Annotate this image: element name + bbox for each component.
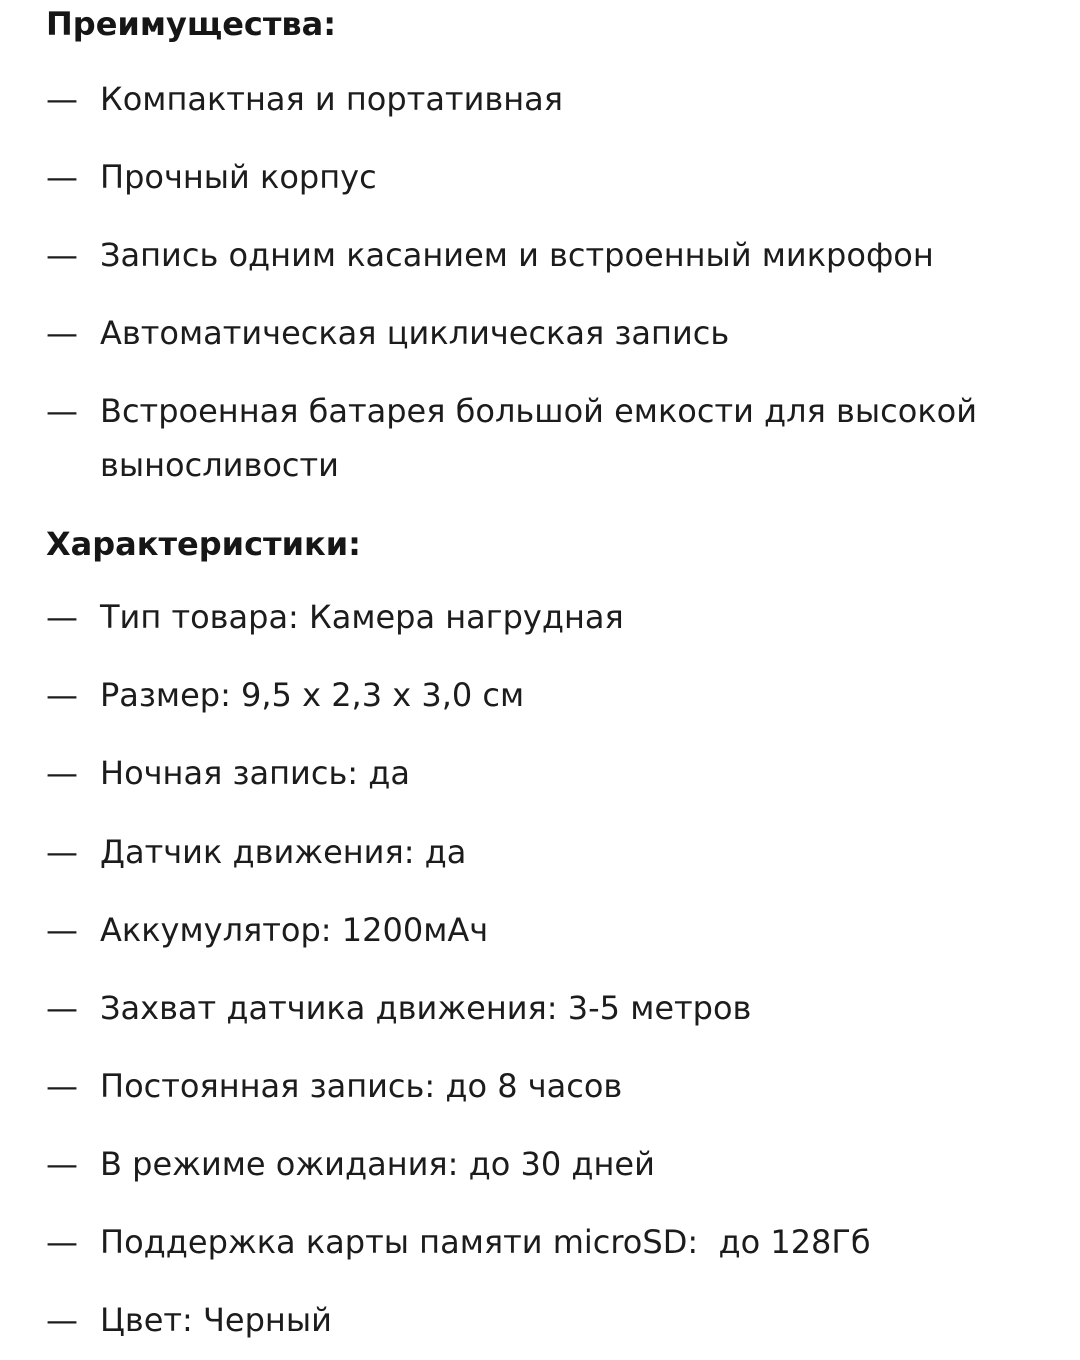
spec-text: Захват датчика движения: 3-5 метров bbox=[100, 989, 752, 1027]
list-item bbox=[46, 72, 1066, 126]
bullet-dash: — bbox=[46, 80, 78, 118]
spec-text: В режиме ожидания: до 30 дней bbox=[100, 1145, 655, 1183]
spec-text: Ночная запись: да bbox=[100, 754, 410, 792]
specs-heading: Характеристики: bbox=[46, 525, 361, 563]
spec-text: Размер: 9,5 х 2,3 х 3,0 см bbox=[100, 676, 525, 714]
list-item bbox=[46, 306, 1066, 360]
bullet-dash: — bbox=[46, 392, 78, 430]
list-item-text: Компактная и портативная bbox=[100, 80, 563, 118]
spec-row bbox=[46, 1137, 1066, 1191]
list-item-text: Автоматическая циклическая запись bbox=[100, 314, 730, 352]
bullet-dash: — bbox=[46, 236, 78, 274]
spec-row bbox=[46, 981, 1066, 1035]
spec-row bbox=[46, 746, 1066, 800]
list-item-text: Встроенная батарея большой емкости для высокой выносливости bbox=[100, 392, 978, 484]
bullet-dash: — bbox=[46, 754, 78, 792]
spec-row bbox=[46, 668, 1066, 722]
bullet-dash: — bbox=[46, 158, 78, 196]
spec-row bbox=[46, 1293, 1066, 1347]
bullet-dash: — bbox=[46, 989, 78, 1027]
list-item bbox=[46, 384, 1036, 492]
list-item-text: Прочный корпус bbox=[100, 158, 377, 196]
bullet-dash: — bbox=[46, 911, 78, 949]
spec-row bbox=[46, 590, 1066, 644]
list-item bbox=[46, 228, 1066, 282]
spec-text: Аккумулятор: 1200мАч bbox=[100, 911, 489, 949]
spec-text: Поддержка карты памяти microSD: до 128Гб bbox=[100, 1223, 871, 1261]
bullet-dash: — bbox=[46, 833, 78, 871]
spec-row bbox=[46, 1215, 1066, 1269]
spec-row bbox=[46, 1059, 1066, 1113]
bullet-dash: — bbox=[46, 676, 78, 714]
spec-text: Цвет: Черный bbox=[100, 1301, 332, 1339]
bullet-dash: — bbox=[46, 1145, 78, 1183]
spec-text: Постоянная запись: до 8 часов bbox=[100, 1067, 623, 1105]
spec-row bbox=[46, 825, 1066, 879]
bullet-dash: — bbox=[46, 1223, 78, 1261]
list-item-text: Запись одним касанием и встроенный микрофон bbox=[100, 236, 934, 274]
advantages-heading: Преимущества: bbox=[46, 5, 337, 43]
bullet-dash: — bbox=[46, 1301, 78, 1339]
bullet-dash: — bbox=[46, 1067, 78, 1105]
bullet-dash: — bbox=[46, 314, 78, 352]
list-item bbox=[46, 150, 1066, 204]
spec-text: Датчик движения: да bbox=[100, 833, 467, 871]
bullet-dash: — bbox=[46, 598, 78, 636]
spec-text: Тип товара: Камера нагрудная bbox=[100, 598, 624, 636]
spec-row bbox=[46, 903, 1066, 957]
